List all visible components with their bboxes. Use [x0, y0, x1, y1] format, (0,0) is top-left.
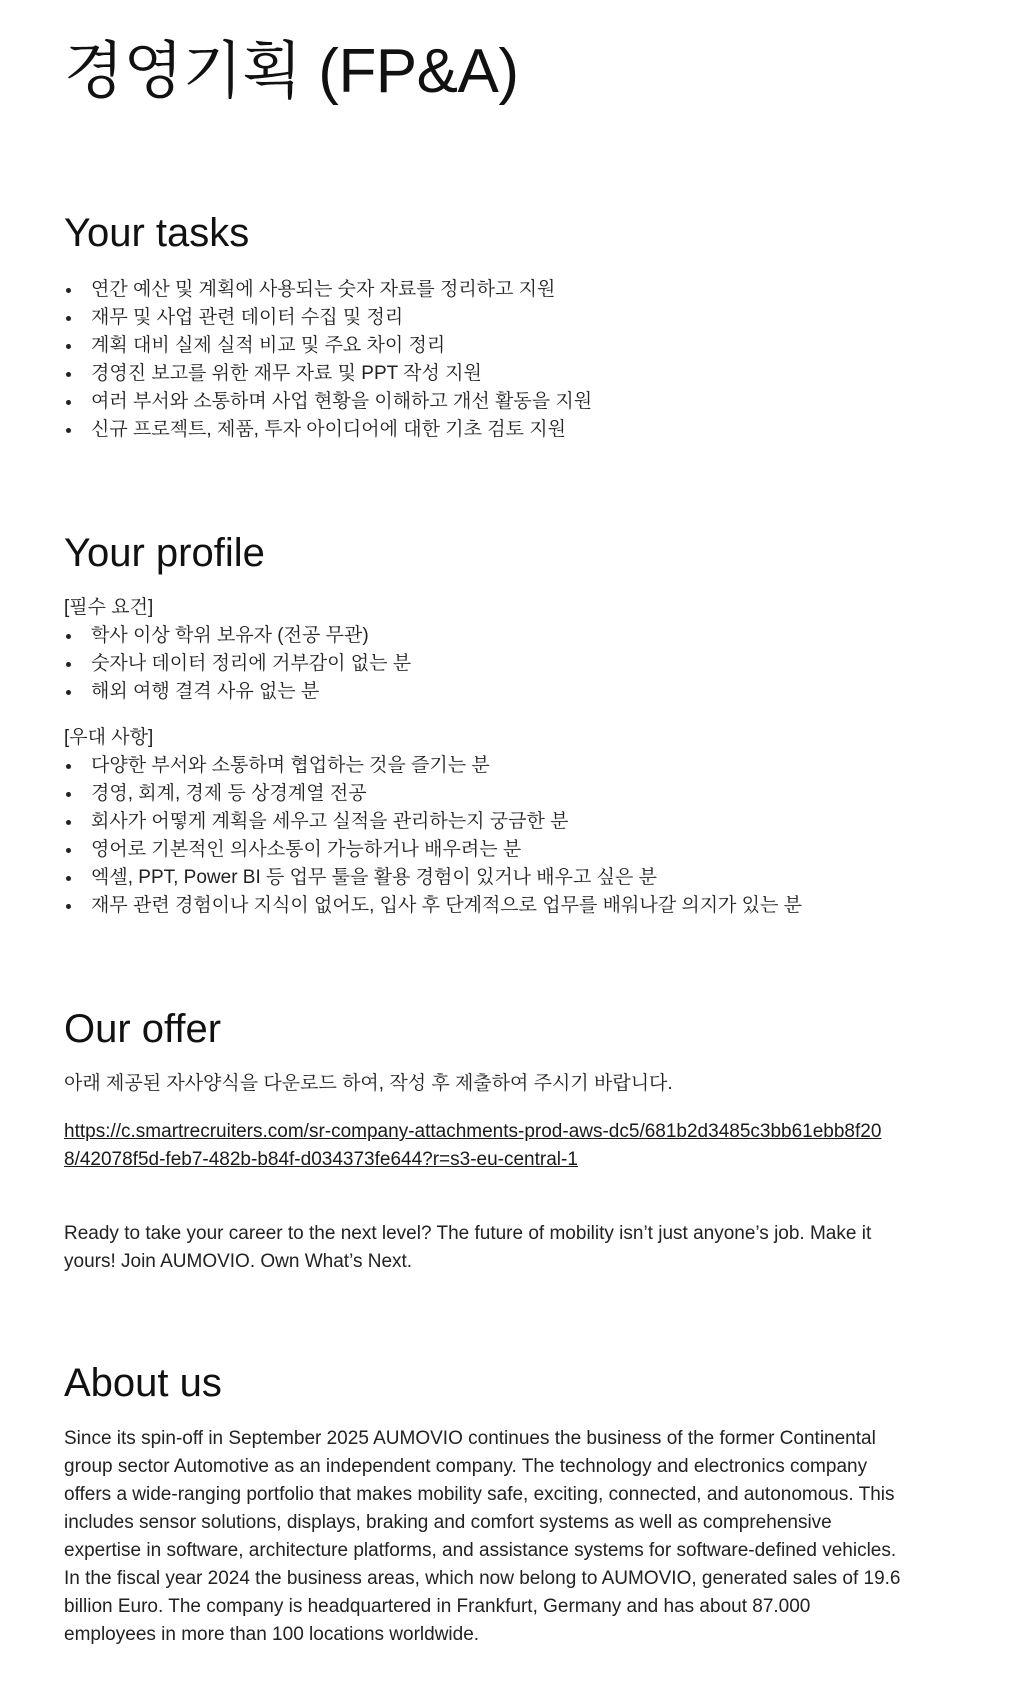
- preferred-label: [우대 사항]: [64, 727, 154, 748]
- list-item: 여러 부서와 소통하며 사업 현황을 이해하고 개선 활동을 지원: [64, 388, 592, 416]
- list-item: 엑셀, PPT, Power BI 등 업무 툴을 활용 경험이 있거나 배우고 싶은 분: [64, 864, 802, 892]
- offer-intro: 아래 제공된 자사양식을 다운로드 하여, 작성 후 제출하여 주시기 바랍니다.: [64, 1073, 673, 1094]
- offer-heading: Our offer: [64, 1007, 222, 1051]
- list-item: 회사가 어떻게 계획을 세우고 실적을 관리하는지 궁금한 분: [64, 808, 802, 836]
- about-body: Since its spin-off in September 2025 AUMOVIO continues the business of the former Continental group sector Automotive as an independent company. The technology and electronics company offers a wide-ranging portfolio that makes mobility safe, exciting, connected, and autonomous. This includes sensor solutions, displays, braking and comfort systems as well as comprehensive expertise in software, architecture platforms, and assistance systems for software-defined vehicles. In the fiscal year 2024 the business areas, which now belong to AUMOVIO, generated sales of 19.6 billion Euro. The company is headquartered in Frankfurt, Germany and has about 87.000 employees in more than 100 locations worldwide.: [64, 1428, 901, 1645]
- list-item: 경영, 회계, 경제 등 상경계열 전공: [64, 780, 802, 808]
- list-item: 다양한 부서와 소통하며 협업하는 것을 즐기는 분: [64, 752, 802, 780]
- list-item: 신규 프로젝트, 제품, 투자 아이디어에 대한 기초 검토 지원: [64, 416, 592, 444]
- offer-closing: Ready to take your career to the next level? The future of mobility isn’t just anyone’s job. Make it yours! Join AUMOVIO. Own What’s Next.: [64, 1223, 872, 1272]
- list-item: 재무 관련 경험이나 지식이 없어도, 입사 후 단계적으로 업무를 배워나갈 의지가 있는 분: [64, 892, 802, 920]
- list-item: 해외 여행 결격 사유 없는 분: [64, 678, 411, 706]
- list-item: 경영진 보고를 위한 재무 자료 및 PPT 작성 지원: [64, 360, 592, 388]
- offer-link-paragraph: [64, 1118, 884, 1174]
- list-item: 재무 및 사업 관련 데이터 수집 및 정리: [64, 304, 592, 332]
- list-item: 학사 이상 학위 보유자 (전공 무관): [64, 622, 411, 650]
- list-item: 연간 예산 및 계획에 사용되는 숫자 자료를 정리하고 지원: [64, 276, 592, 304]
- required-list: [64, 622, 411, 706]
- list-item: 계획 대비 실제 실적 비교 및 주요 차이 정리: [64, 332, 592, 360]
- required-label: [필수 요건]: [64, 597, 154, 618]
- about-heading: About us: [64, 1361, 222, 1405]
- tasks-list: [64, 276, 592, 444]
- preferred-list: [64, 752, 802, 920]
- profile-heading: Your profile: [64, 531, 265, 575]
- list-item: 숫자나 데이터 정리에 거부감이 없는 분: [64, 650, 411, 678]
- tasks-heading: Your tasks: [64, 211, 250, 255]
- attachment-link[interactable]: https://c.smartrecruiters.com/sr-company-attachments-prod-aws-dc5/681b2d3485c3bb61ebb8f208/42078f5d-feb7-482b-b84f-d034373fe644?r=s3-eu-central-1: [64, 1121, 882, 1170]
- list-item: 영어로 기본적인 의사소통이 가능하거나 배우려는 분: [64, 836, 802, 864]
- page-title: 경영기획 (FP&A): [64, 37, 519, 106]
